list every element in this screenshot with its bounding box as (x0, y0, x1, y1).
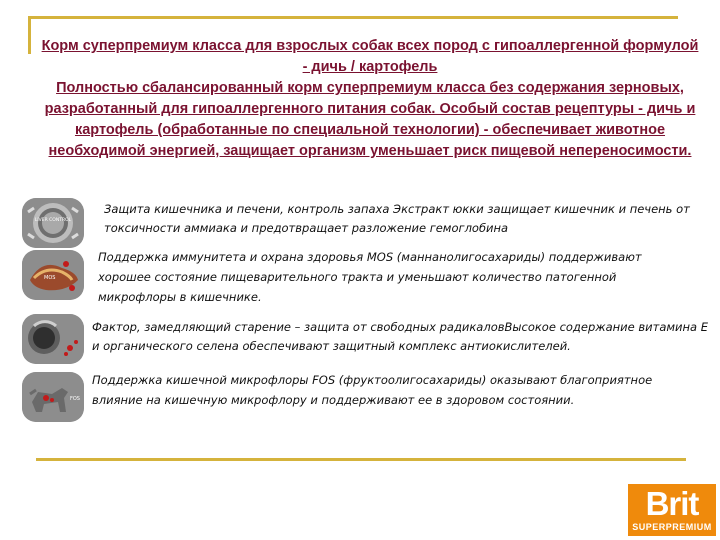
fos-dog-icon (22, 372, 84, 422)
brand-name: Brit (645, 485, 699, 522)
brand-tagline: SUPERPREMIUM (632, 522, 712, 532)
feature-item-liver (22, 198, 702, 254)
feature-text: Поддержка кишечной микрофлоры FOS (фруктоолигосахариды) оказывают благоприятное влияние на кишечную микрофлору и поддерживают ее в здоровом состоянии. (92, 373, 653, 407)
brit-logo (628, 484, 716, 536)
feature-item-antioxidant (22, 314, 709, 370)
product-description: Полностью сбалансированный корм суперпремиум класса без содержания зерновых, разработанный для гипоаллергенного питания собак. Особый состав рецептуры - дичь и картофель (обработанные по специальной технологии) - обеспечивает животное необходимой энергией, защищает организм уменьшает риск пищевой непереносимости. (44, 80, 696, 159)
product-header (40, 36, 700, 162)
immunity-mos-icon (22, 250, 84, 300)
product-title: Корм суперпремиум класса для взрослых собак всех пород с гипоаллергенной формулой - дичь / картофель (41, 38, 699, 75)
svg-text:FOS: FOS (70, 396, 80, 402)
feature-text: Фактор, замедляющий старение – защита от свободных радикаловВысокое содержание витамина Е и органического селена обеспечивают защитный комплекс антиокислителей. (92, 320, 709, 353)
top-decorative-line (28, 16, 678, 19)
antioxidant-icon (22, 314, 84, 364)
feature-text: Защита кишечника и печени, контроль запаха Экстракт юкки защищает кишечник и печень от токсичности аммиака и предотвращает разложение гемоглобина (104, 202, 690, 235)
svg-text:LIVER CONTROL: LIVER CONTROL (34, 218, 72, 223)
svg-text:MOS: MOS (44, 275, 56, 281)
feature-item-fos (22, 372, 702, 428)
feature-item-immunity (22, 250, 702, 306)
liver-control-icon (22, 198, 84, 248)
bottom-decorative-line (36, 458, 686, 461)
feature-text: Поддержка иммунитета и охрана здоровья MOS (маннанолигосахариды) поддерживают хорошее состояние пищеварительного тракта и уменьшают количество патогенной микрофлоры в кишечнике. (98, 250, 642, 304)
left-decorative-line (28, 16, 31, 54)
